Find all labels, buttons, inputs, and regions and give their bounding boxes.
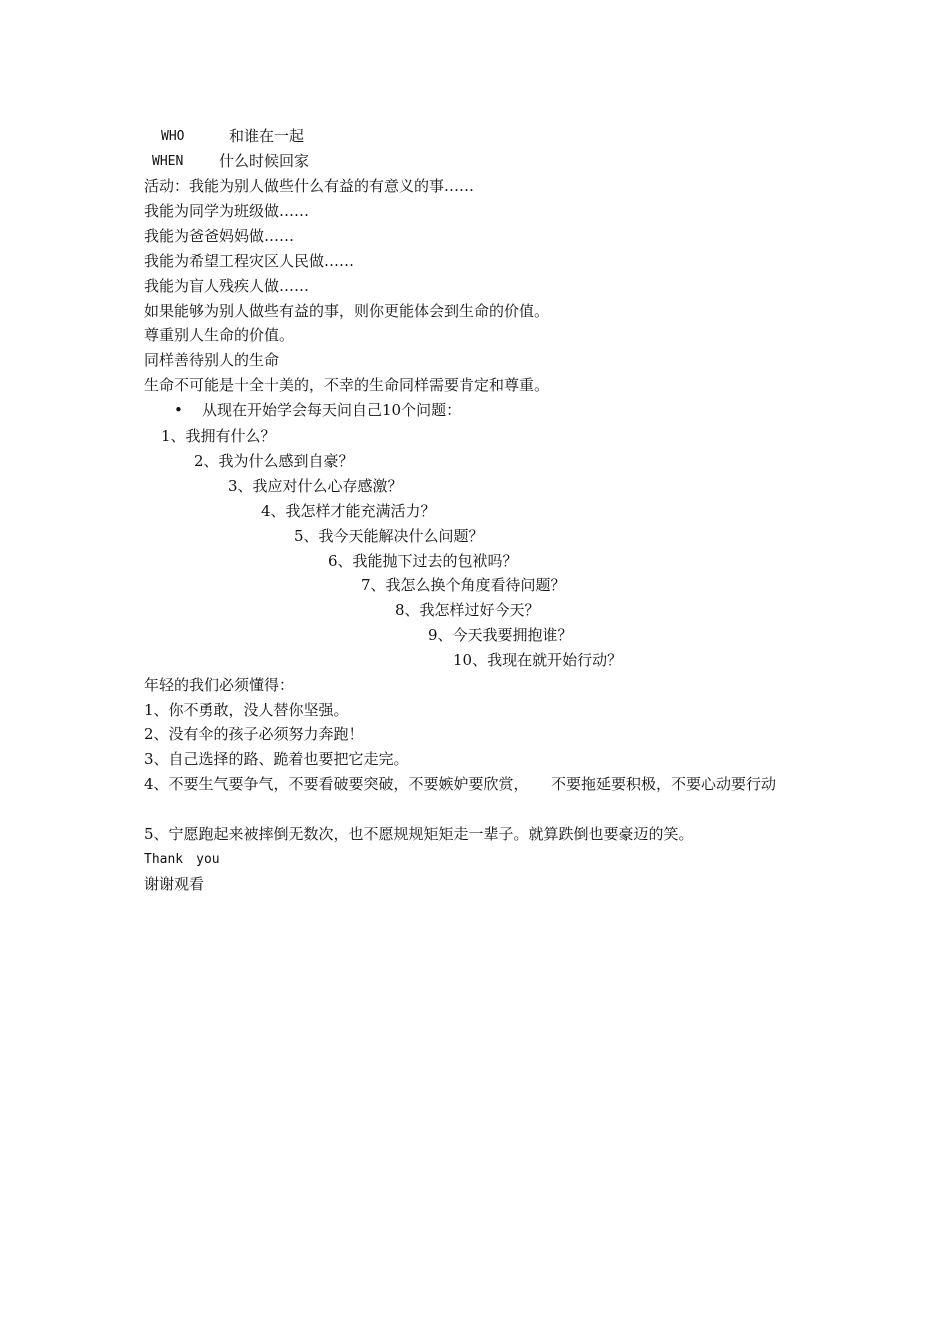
young-item: 4、不要生气要争气，不要看破要突破，不要嫉妒要欣赏， 不要拖延要积极，不要心动要行动 (144, 775, 777, 793)
question-item: 1、我拥有什么？ (161, 427, 276, 445)
value-line: 生命不可能是十全十美的，不幸的生命同样需要肯定和尊重。 (144, 376, 550, 394)
question-item: 9、今天我要拥抱谁？ (428, 626, 573, 644)
thank-you-text: Thank you (144, 852, 220, 867)
question-item: 10、我现在就开始行动？ (453, 651, 623, 669)
young-item: 2、没有伞的孩子必须努力奔跑！ (144, 725, 364, 743)
question-item: 2、我为什么感到自豪？ (194, 452, 354, 470)
question-item: 4、我怎样才能充满活力？ (261, 502, 436, 520)
young-item: 1、你不勇敢，没人替你坚强。 (144, 701, 349, 719)
question-item: 7、我怎么换个角度看待问题？ (361, 576, 566, 594)
question-item: 8、我怎样过好今天？ (395, 601, 540, 619)
young-heading: 年轻的我们必须懂得： (144, 676, 295, 694)
young-item: 3、自己选择的路、跪着也要把它走完。 (144, 750, 409, 768)
who-label: WHO (161, 129, 185, 144)
question-item: 6、我能抛下过去的包袱吗？ (328, 552, 518, 570)
question-item: 3、我应对什么心存感激？ (228, 477, 403, 495)
value-line: 同样善待别人的生命 (144, 351, 280, 369)
can-do-item: 我能为希望工程灾区人民做…… (144, 252, 355, 270)
when-label: WHEN (152, 154, 184, 169)
thanks-cn-text: 谢谢观看 (144, 875, 205, 893)
bullet-text: 从现在开始学会每天问自己10个问题： (202, 401, 462, 419)
value-line: 如果能够为别人做些有益的事，则你更能体会到生命的价值。 (144, 302, 550, 320)
bullet-icon: • (174, 401, 183, 419)
question-item: 5、我今天能解决什么问题？ (294, 527, 484, 545)
can-do-item: 我能为同学为班级做…… (144, 202, 310, 220)
young-item: 5、宁愿跑起来被摔倒无数次，也不愿规规矩矩走一辈子。就算跌倒也要豪迈的笑。 (144, 825, 694, 843)
can-do-item: 我能为爸爸妈妈做…… (144, 227, 295, 245)
activity-line: 活动：我能为别人做些什么有益的有意义的事…… (144, 177, 475, 195)
value-line: 尊重别人生命的价值。 (144, 326, 295, 344)
when-text: 什么时候回家 (219, 152, 310, 170)
can-do-item: 我能为盲人残疾人做…… (144, 277, 310, 295)
who-text: 和谁在一起 (229, 127, 305, 145)
